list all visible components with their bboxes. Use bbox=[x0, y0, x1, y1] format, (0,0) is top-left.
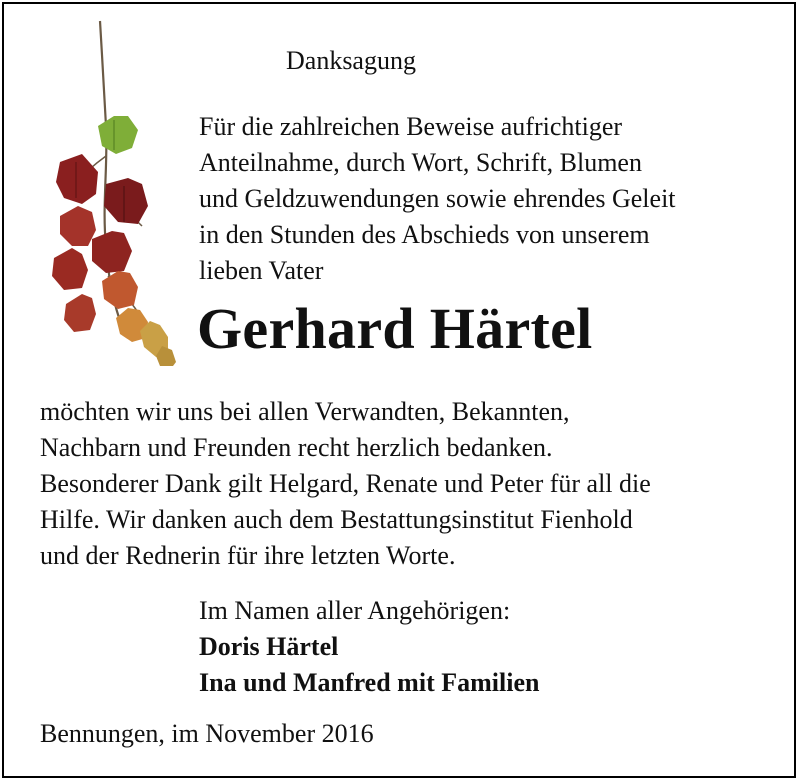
intro-line: Für die zahlreichen Beweise aufrichtiger bbox=[199, 112, 623, 141]
intro-line: in den Stunden des Abschieds von unserem bbox=[199, 220, 650, 249]
intro-line: lieben Vater bbox=[199, 256, 324, 285]
deceased-name: Gerhard Härtel bbox=[197, 296, 593, 361]
thanks-line: Hilfe. Wir danken auch dem Bestattungsinstitut Fienhold bbox=[40, 505, 633, 534]
signatory-name: Ina und Manfred mit Familien bbox=[199, 668, 540, 697]
thanks-line: Nachbarn und Freunden recht herzlich bedanken. bbox=[40, 433, 553, 462]
thanks-line: möchten wir uns bei allen Verwandten, Bekannten, bbox=[40, 397, 570, 426]
intro-paragraph bbox=[199, 109, 676, 289]
thanks-line: und der Rednerin für ihre letzten Worte. bbox=[40, 541, 456, 570]
thanks-paragraph bbox=[40, 394, 651, 574]
signatories bbox=[199, 629, 539, 701]
intro-line: und Geldzuwendungen sowie ehrendes Geleit bbox=[199, 184, 676, 213]
signature-intro: Im Namen aller Angehörigen: bbox=[199, 596, 511, 625]
intro-line: Anteilnahme, durch Wort, Schrift, Blumen bbox=[199, 148, 642, 177]
signatory-name: Doris Härtel bbox=[199, 632, 339, 661]
notice-title: Danksagung bbox=[286, 46, 416, 75]
ivy-vine-icon bbox=[42, 16, 182, 366]
obituary-notice bbox=[2, 2, 796, 778]
place-date: Bennungen, im November 2016 bbox=[40, 719, 374, 748]
thanks-line: Besonderer Dank gilt Helgard, Renate und Peter für all die bbox=[40, 469, 651, 498]
